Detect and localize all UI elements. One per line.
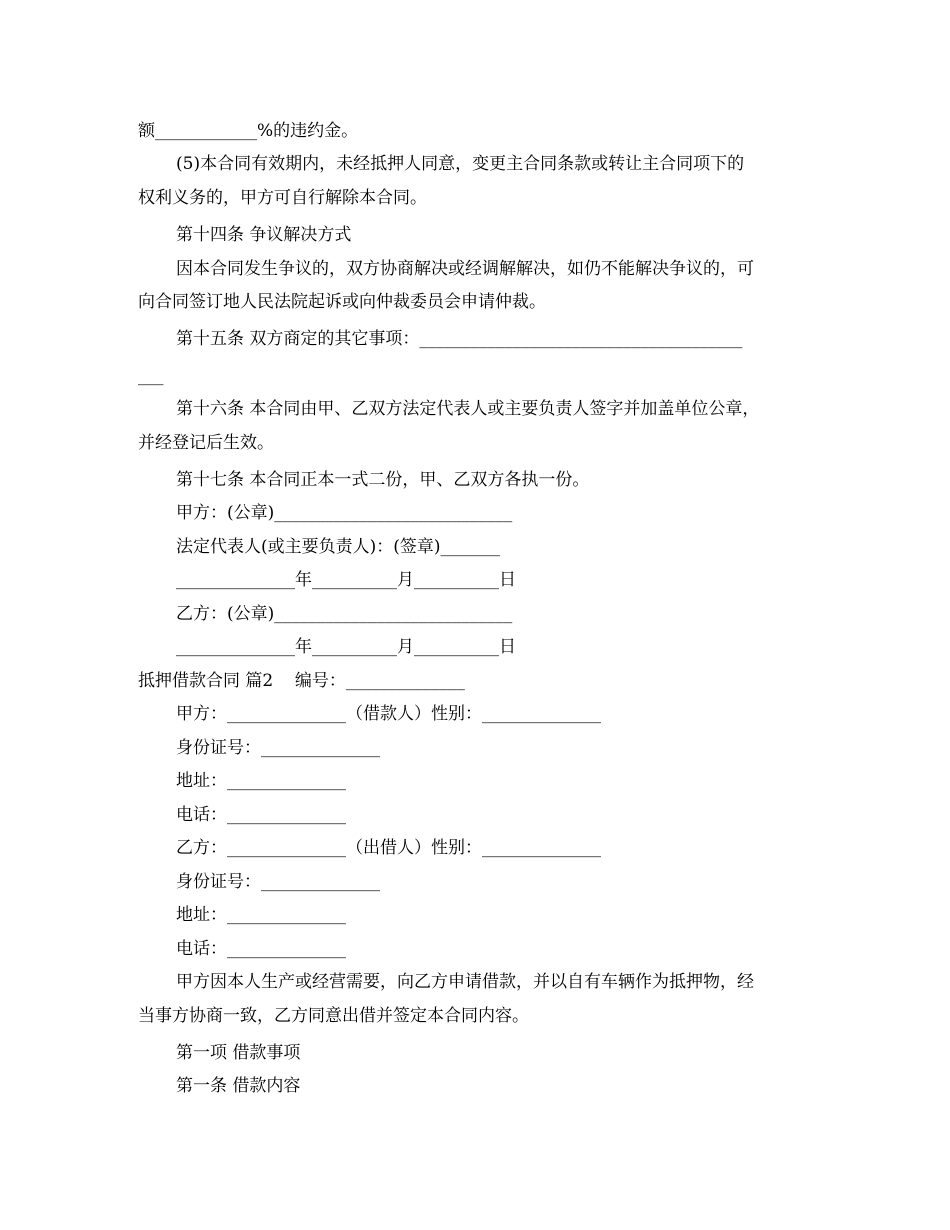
- text-line: (5)本合同有效期内，未经抵押人同意，变更主合同条款或转让主合同项下的: [176, 154, 745, 174]
- text-line: ___: [138, 366, 164, 386]
- text-line: ______________年__________月__________日: [176, 637, 516, 657]
- text-line: 第十四条 争议解决方式: [176, 225, 352, 245]
- text-line: 法定代表人(或主要负责人)：(签章)_______: [176, 537, 501, 557]
- text-line: 地址：______________: [176, 905, 346, 925]
- text-line: 权利义务的，甲方可自行解除本合同。: [138, 188, 427, 208]
- text-line: 第十七条 本合同正本一式二份，甲、乙双方各执一份。: [176, 470, 590, 490]
- text-line: 第一项 借款事项: [176, 1043, 301, 1063]
- text-line: 向合同签订地人民法院起诉或向仲裁委员会申请仲裁。: [138, 292, 546, 312]
- text-line: 甲方因本人生产或经营需要，向乙方申请借款，并以自有车辆作为抵押物，经: [176, 972, 754, 992]
- text-line: 第一条 借款内容: [176, 1076, 301, 1096]
- text-line: 并经登记后生效。: [138, 433, 274, 453]
- text-line: 甲方：(公章)____________________________: [176, 503, 513, 523]
- text-line: 电话：______________: [176, 939, 346, 959]
- text-line: 乙方：______________（出借人）性别：______________: [176, 838, 601, 858]
- text-line: 抵押借款合同 篇2 编号：______________: [138, 671, 465, 691]
- text-line: 当事方协商一致，乙方同意出借并签定本合同内容。: [138, 1006, 529, 1026]
- text-line: 身份证号：______________: [176, 738, 380, 758]
- text-line: 第十六条 本合同由甲、乙双方法定代表人或主要负责人签字并加盖单位公章，: [176, 399, 760, 419]
- text-line: 地址：______________: [176, 771, 346, 791]
- text-line: 因本合同发生争议的，双方协商解决或经调解解决，如仍不能解决争议的，可: [176, 259, 754, 279]
- text-line: 甲方：______________（借款人）性别：______________: [176, 704, 601, 724]
- text-line: ______________年__________月__________日: [176, 570, 516, 590]
- text-line: 电话：______________: [176, 805, 346, 825]
- text-line: 乙方：(公章)____________________________: [176, 604, 513, 624]
- text-line: 身份证号：______________: [176, 872, 380, 892]
- text-line: 额____________%的违约金。: [138, 121, 359, 141]
- text-line: 第十五条 双方商定的其它事项：______________________________________: [176, 329, 743, 349]
